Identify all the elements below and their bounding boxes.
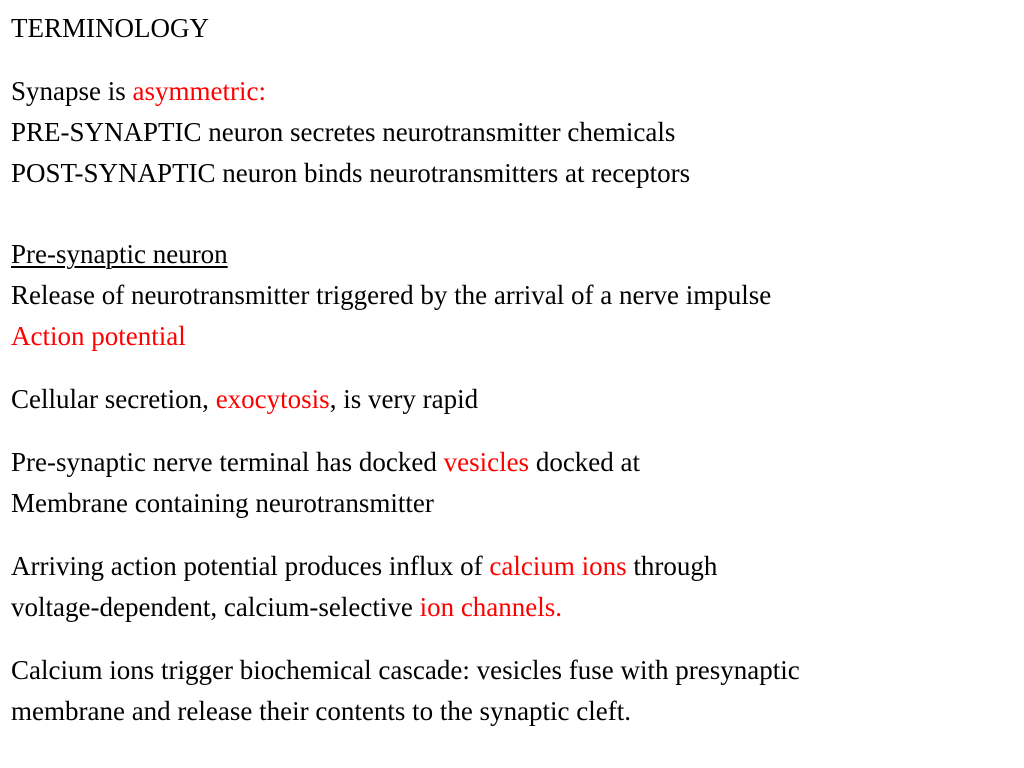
ion-channels-highlight: ion channels. <box>419 592 563 622</box>
synapse-asymmetric-line <box>11 71 1016 112</box>
spacer <box>11 524 1016 546</box>
post-synaptic-definition: POST-SYNAPTIC neuron binds neurotransmitters at receptors <box>11 158 691 188</box>
action-potential-highlight: Action potential <box>11 321 186 351</box>
calcium-prefix: Arriving action potential produces influx of <box>11 551 490 581</box>
spacer <box>11 49 1016 71</box>
calcium-influx-line <box>11 546 1016 587</box>
slide-content <box>11 8 1016 732</box>
pre-synaptic-heading-text: Pre-synaptic neuron <box>11 239 228 269</box>
membrane-line: Membrane containing neurotransmitter <box>11 488 434 518</box>
secretion-suffix: , is very rapid <box>329 384 479 414</box>
pre-synaptic-heading <box>11 234 1016 275</box>
ion-channels-prefix: voltage-dependent, calcium-selective <box>11 592 420 622</box>
calcium-suffix: through <box>626 551 718 581</box>
cascade-line-1: Calcium ions trigger biochemical cascade: vesicles fuse with presynaptic <box>11 655 800 685</box>
release-line: Release of neurotransmitter triggered by the arrival of a nerve impulse <box>11 280 772 310</box>
asymmetric-highlight: asymmetric: <box>132 76 266 106</box>
slide-title: TERMINOLOGY <box>11 13 209 43</box>
ion-channels-line <box>11 587 1016 628</box>
vesicles-highlight: vesicles <box>443 447 530 477</box>
spacer <box>11 357 1016 379</box>
spacer <box>11 420 1016 442</box>
pre-synaptic-definition: PRE-SYNAPTIC neuron secretes neurotransmitter chemicals <box>11 117 676 147</box>
exocytosis-highlight: exocytosis <box>215 384 330 414</box>
secretion-line <box>11 379 1016 420</box>
spacer <box>11 194 1016 234</box>
vesicles-suffix: docked at <box>529 447 641 477</box>
vesicles-line <box>11 442 1016 483</box>
calcium-ions-highlight: calcium ions <box>489 551 627 581</box>
vesicles-prefix: Pre-synaptic nerve terminal has docked <box>11 447 444 477</box>
cascade-line-2: membrane and release their contents to the synaptic cleft. <box>11 696 631 726</box>
secretion-prefix: Cellular secretion, <box>11 384 216 414</box>
spacer <box>11 628 1016 650</box>
synapse-prefix: Synapse is <box>11 76 133 106</box>
